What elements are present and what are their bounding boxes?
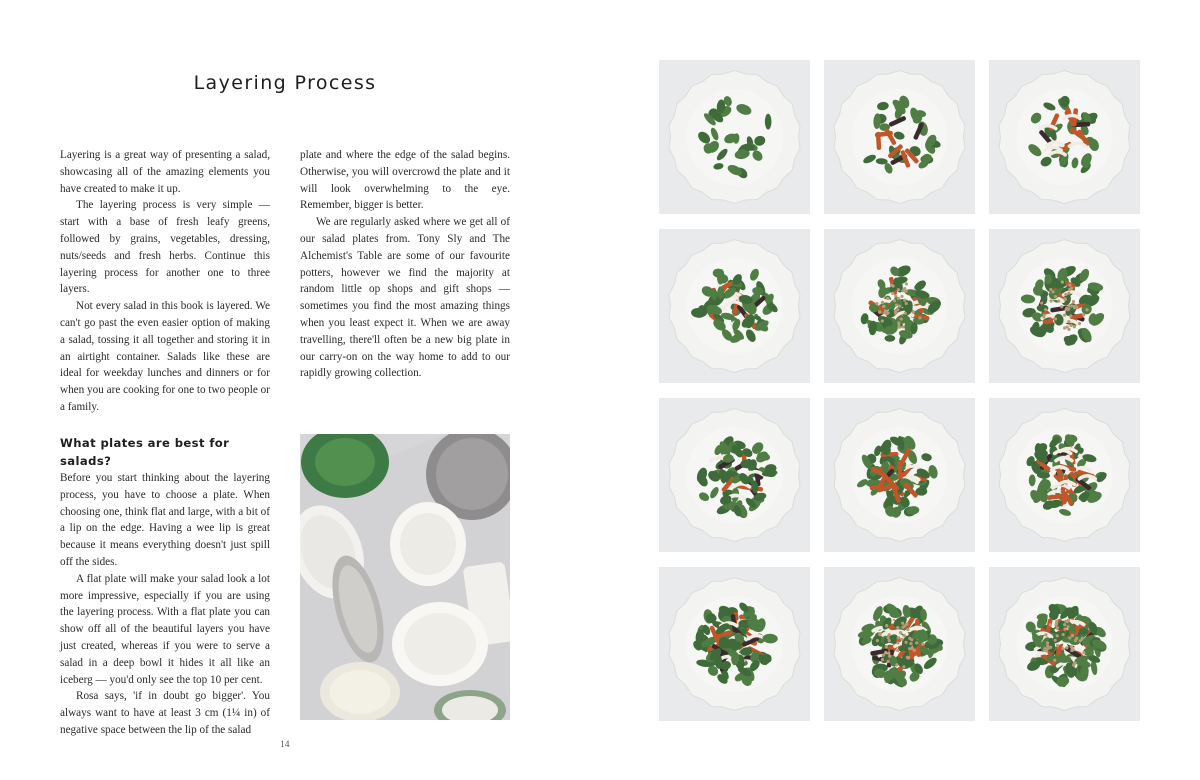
salad-step-photo-5	[824, 229, 975, 383]
page-title: Layering Process	[193, 72, 377, 94]
body-paragraph: Layering is a great way of presenting a salad, showcasing all of the amazing elements you have created to make it up.	[60, 149, 270, 195]
body-paragraph: A flat plate will make your salad look a lot more impressive, especially if you are using the layering process. With a flat plate you can show off all of the beautiful layers you have just created, whereas if you were to serve a salad in a deep bowl it hides it all like an iceberg — you'd only see the top 10 per cent.	[60, 572, 270, 686]
section-heading: What plates are best for salads?	[60, 436, 230, 468]
continued-column	[300, 147, 510, 382]
plates-photo	[300, 434, 510, 720]
salad-step-photo-1	[659, 60, 810, 214]
salad-step-photo-4	[659, 229, 810, 383]
plates-illustration	[300, 434, 510, 720]
salad-step-photo-9	[989, 398, 1140, 552]
salad-step-photo-8	[824, 398, 975, 552]
salad-step-photo-10	[659, 567, 810, 721]
salad-step-photo-11	[824, 567, 975, 721]
plates-section	[60, 434, 270, 739]
intro-column	[60, 147, 270, 416]
body-paragraph: Not every salad in this book is layered. We can't go past the even easier option of making a salad, tossing it all together and storing it in an airtight container. Salads like these are ideal for weekday lunches and dinners or for when you are cooking for one to two people or a family.	[60, 300, 270, 413]
salad-photo-grid	[659, 60, 1140, 720]
salad-step-photo-7	[659, 398, 810, 552]
body-paragraph: The layering process is very simple — start with a base of fresh leafy greens, followed by grains, vegetables, dressing, nuts/seeds and fresh herbs. Continue this layering process for another one to three layers.	[60, 199, 270, 296]
body-paragraph: plate and where the edge of the salad begins. Otherwise, you will overcrowd the plate and it will look overwhelming to the eye. Remember, bigger is better.	[300, 149, 510, 212]
salad-step-photo-12	[989, 567, 1140, 721]
salad-step-photo-2	[824, 60, 975, 214]
body-paragraph: Before you start thinking about the layering process, you have to choose a plate. When choosing one, think flat and large, with a bit of a lip on the edge. Having a wee lip is great because it means everything doesn't just spill off the sides.	[60, 472, 270, 568]
page-number: 14	[280, 740, 290, 750]
body-paragraph: Rosa says, 'if in doubt go bigger'. You always want to have at least 3 cm (1¼ in) of negative space between the lip of the salad	[60, 690, 270, 736]
salad-step-photo-3	[989, 60, 1140, 214]
body-paragraph: We are regularly asked where we get all of our salad plates from. Tony Sly and The Alchemist's Table are some of our favourite potters, however we find the majority at random little op shops and gift shops — sometimes you find the most amazing things when you least expect it. When we are away travelling, there'll often be a new big plate in our carry-on on the way home to add to our rapidly growing collection.	[300, 216, 510, 380]
salad-step-photo-6	[989, 229, 1140, 383]
